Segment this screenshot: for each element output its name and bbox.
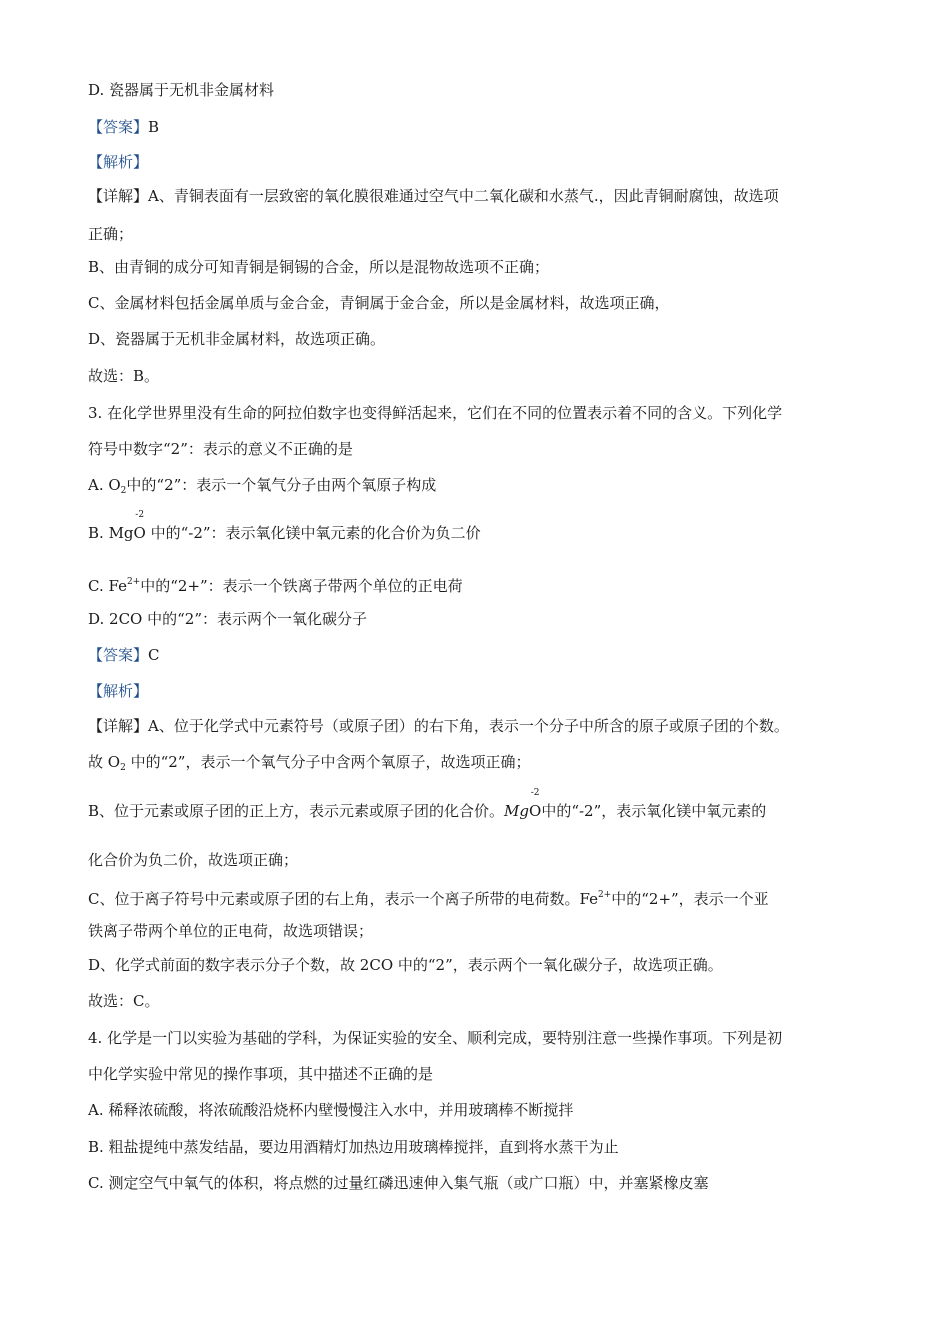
text: 4. 化学是一门以实验为基础的学科，为保证实验的安全、顺利完成，要特别注意一些操作事项。下列是初 bbox=[88, 1029, 783, 1047]
choose-line-3 bbox=[88, 991, 159, 1011]
detail-line-3e bbox=[88, 885, 769, 908]
text: D、瓷器属于无机非金属材料，故选项正确。 bbox=[88, 330, 386, 348]
text: D. 2CO 中的“2”：表示两个一氧化碳分子 bbox=[88, 610, 367, 628]
choose-line-2 bbox=[88, 366, 159, 386]
question-3-option-d bbox=[88, 609, 367, 629]
text: 符号中数字“2”：表示的意义不正确的是 bbox=[88, 440, 353, 458]
text: D、化学式前面的数字表示分子个数，故 2CO 中的“2”，表示两个一氧化碳分子，故选项正确。 bbox=[88, 956, 723, 974]
text: 中的“-2”：表示氧化镁中氧元素的化合价为负二价 bbox=[145, 524, 481, 542]
text: 中的“-2”，表示氧化镁中氧元素的 bbox=[541, 802, 767, 820]
analysis-tag-3 bbox=[88, 681, 148, 701]
text: A. 稀释浓硫酸，将浓硫酸沿烧杯内壁慢慢注入水中，并用玻璃棒不断搅拌 bbox=[88, 1101, 574, 1119]
subscript: 2 bbox=[120, 486, 127, 496]
valence-mark: -2 bbox=[530, 788, 540, 798]
answer-line-3 bbox=[88, 645, 160, 665]
formula-o: O bbox=[529, 802, 542, 820]
text: 中的“2”，表示一个氧气分子中含两个氧原子，故选项正确； bbox=[125, 753, 531, 771]
question-3-stem-a bbox=[88, 403, 782, 423]
option-d-prev bbox=[88, 80, 274, 100]
answer-value: B bbox=[148, 118, 160, 136]
valence-mark: -2 bbox=[135, 510, 145, 520]
superscript: 2+ bbox=[126, 577, 141, 587]
text: 故 O bbox=[88, 753, 121, 771]
formula-mg: Mg bbox=[504, 802, 529, 820]
text: C、位于离子符号中元素或原子团的右上角，表示一个离子所带的电荷数。Fe bbox=[88, 890, 598, 908]
text: A. O bbox=[88, 476, 121, 494]
text: 化合价为负二价，故选项正确； bbox=[88, 851, 299, 869]
superscript: 2+ bbox=[597, 890, 612, 900]
answer-line-2 bbox=[88, 117, 159, 137]
text: 铁离子带两个单位的正电荷，故选项错误； bbox=[88, 922, 374, 940]
text: A、位于化学式中元素符号（或原子团）的右下角，表示一个分子中所含的原子或原子团的个数。 bbox=[148, 717, 789, 735]
answer-tag: 【答案】 bbox=[88, 646, 149, 664]
text: 3. 在化学世界里没有生命的阿拉伯数字也变得鲜活起来，它们在不同的位置表示着不同的含义。下列化学 bbox=[88, 404, 783, 422]
text: 故选：B。 bbox=[88, 367, 160, 385]
text: C. 测定空气中氧气的体积，将点燃的过量红磷迅速伸入集气瓶（或广口瓶）中，并塞紧橡皮塞 bbox=[88, 1174, 709, 1192]
detail-line-2c bbox=[88, 257, 549, 277]
question-4-stem-a bbox=[88, 1028, 782, 1048]
analysis-tag: 【解析】 bbox=[88, 682, 149, 700]
detail-line-2a bbox=[88, 186, 779, 206]
text: 中的“2+”，表示一个亚 bbox=[611, 890, 769, 908]
detail-line-3a bbox=[88, 716, 789, 736]
question-4-option-c bbox=[88, 1173, 708, 1193]
text: D. 瓷器属于无机非金属材料 bbox=[88, 81, 275, 99]
answer-value: C bbox=[148, 646, 160, 664]
text: A、青铜表面有一层致密的氧化膜很难通过空气中二氧化碳和水蒸气.，因此青铜耐腐蚀，故选项 bbox=[148, 187, 779, 205]
text: B. bbox=[88, 524, 109, 542]
formula-o-with-valence bbox=[133, 510, 146, 543]
detail-line-2e bbox=[88, 329, 385, 349]
text: 中化学实验中常见的操作事项，其中描述不正确的是 bbox=[88, 1065, 434, 1083]
text: B、由青铜的成分可知青铜是铜锡的合金，所以是混物故选项不正确； bbox=[88, 258, 550, 276]
formula-mg: Mg bbox=[108, 524, 134, 542]
text: C、金属材料包括金属单质与金合金，青铜属于金合金，所以是金属材料，故选项正确， bbox=[88, 294, 670, 312]
question-3-option-a bbox=[88, 475, 436, 495]
question-3-option-c bbox=[88, 572, 463, 595]
detail-line-3d bbox=[88, 850, 298, 870]
detail-tag: 【详解】 bbox=[88, 717, 149, 735]
formula-o: O bbox=[133, 524, 146, 542]
detail-line-3f bbox=[88, 921, 373, 941]
answer-tag: 【答案】 bbox=[88, 118, 149, 136]
question-4-option-b bbox=[88, 1137, 619, 1157]
detail-tag: 【详解】 bbox=[88, 187, 149, 205]
analysis-tag: 【解析】 bbox=[88, 153, 149, 171]
question-3-option-b bbox=[88, 510, 481, 543]
detail-line-2d bbox=[88, 293, 669, 313]
text: 中的“2+”：表示一个铁离子带两个单位的正电荷 bbox=[140, 577, 463, 595]
formula-o-with-valence bbox=[529, 788, 542, 821]
question-3-stem-b bbox=[88, 439, 353, 459]
detail-line-2b bbox=[88, 224, 133, 244]
question-4-option-a bbox=[88, 1100, 573, 1120]
text: C. Fe bbox=[88, 577, 127, 595]
text: B、位于元素或原子团的正上方，表示元素或原子团的化合价。 bbox=[88, 802, 505, 820]
detail-line-3g bbox=[88, 955, 723, 975]
text: B. 粗盐提纯中蒸发结晶，要边用酒精灯加热边用玻璃棒搅拌，直到将水蒸干为止 bbox=[88, 1138, 619, 1156]
text: 中的“2”：表示一个氧气分子由两个氧原子构成 bbox=[126, 476, 437, 494]
text: 正确； bbox=[88, 225, 134, 243]
question-4-stem-b bbox=[88, 1064, 433, 1084]
detail-line-3b bbox=[88, 752, 530, 772]
text: 故选：C。 bbox=[88, 992, 160, 1010]
analysis-tag-2 bbox=[88, 152, 148, 172]
subscript: 2 bbox=[120, 763, 126, 773]
detail-line-3c bbox=[88, 788, 767, 821]
